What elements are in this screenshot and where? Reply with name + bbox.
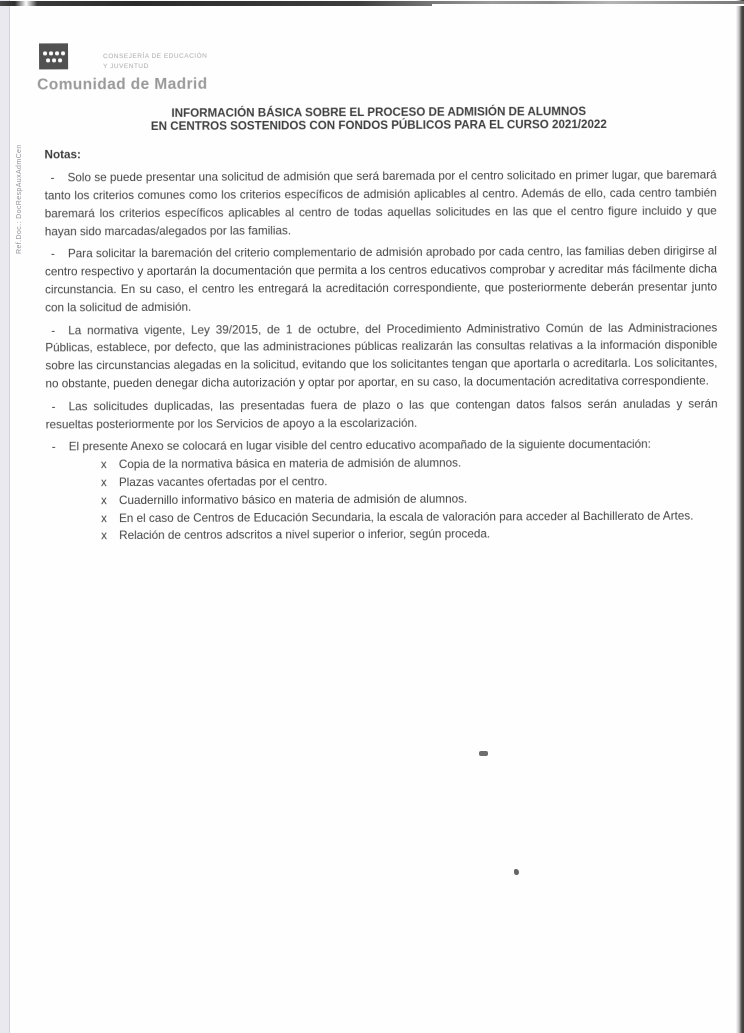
madrid-flag-logo-icon <box>39 43 68 69</box>
list-item-text: Copia de la normativa básica en materia de admisión de alumnos. <box>118 456 462 472</box>
note-paragraph <box>46 395 718 434</box>
note-paragraph <box>45 167 717 241</box>
x-bullet: x <box>100 476 107 490</box>
note-text: Las solicitudes duplicadas, las presentadas fuera de plazo o las que contengan datos falsos serán anuladas y serán resueltas posteriormente por los Servicios de apoyo a la escolarización. <box>45 397 718 431</box>
scan-top-edge-artifact <box>0 1 744 6</box>
department-line1: CONSEJERÍA DE EDUCACIÓN <box>103 52 208 61</box>
list-item-text: Cuadernillo informativo básico en materia de admisión de alumnos. <box>118 492 468 507</box>
note-text: La normativa vigente, Ley 39/2015, de 1 de octubre, del Procedimiento Administrativo Común de las Administraciones Públicas, establece, por defecto, que las administraciones públicas realizarán las consultas relativas a la información disponible sobre las circunstancias alegadas en la solicitud, evitando que los solicitantes tengan que aportarla o acreditarla. Los solicitantes, no obstante, pueden denegar dicha autorización y optar por aportar, en su caso, la documentación acreditativa correspondiente. <box>45 321 718 391</box>
list-item <box>101 507 718 527</box>
flag-stars-top-row <box>39 51 68 55</box>
anexo-intro-paragraph <box>46 436 718 457</box>
x-bullet: x <box>101 511 107 525</box>
bullet-dash: - <box>51 400 56 414</box>
list-item-text: Plazas vacantes ofertadas por el centro. <box>118 475 328 490</box>
department-line2: Y JUVENTUD <box>103 63 149 71</box>
anexo-intro-text: El presente Anexo se colocará en lugar visible del centro educativo acompañado de la siguiente documentación: <box>68 438 651 454</box>
note-paragraph <box>45 319 717 393</box>
department-name <box>103 52 207 73</box>
x-bullet: x <box>100 458 107 472</box>
document-title <box>0 104 743 134</box>
bullet-dash: - <box>51 440 56 454</box>
document-title-line1: INFORMACIÓN BÁSICA SOBRE EL PROCESO DE ADMISIÓN DE ALUMNOS <box>171 104 587 120</box>
document-reference-code: Ref.Doc.: DocRespAuxAdmCen <box>16 144 23 254</box>
scan-speck <box>514 869 519 875</box>
scan-right-edge <box>736 0 744 1033</box>
logo-row <box>39 40 743 73</box>
document-header <box>39 40 743 94</box>
anexo-document-list <box>101 454 718 546</box>
bullet-dash: - <box>50 247 55 261</box>
note-text: Solo se puede presentar una solicitud de admisión que será baremada por el centro solicitado en primer lugar, que baremará tanto los criterios comunes como los criterios específicos de admisión aplicables al centro. Además de ello, cada centro también baremará los criterios específicos aplicables al centro de todas aquellas solicitudes en las que el centro figure incluido y que hayan sido marcadas/alegados por las familias. <box>44 168 717 239</box>
flag-stars-bottom-row <box>39 58 68 62</box>
list-item-text: Relación de centros adscritos a nivel superior o inferior, según proceda. <box>119 527 491 543</box>
scan-speck <box>479 751 488 756</box>
x-bullet: x <box>101 529 108 543</box>
document-title-line2: EN CENTROS SOSTENIDOS CON FONDOS PÚBLICOS PARA EL CURSO 2021/2022 <box>150 117 607 133</box>
note-text: Para solicitar la baremación del criterio complementario de admisión aprobado por cada centro, las familias deben dirigirse al centro respectivo y aportarán la documentación que permita a los centros educativos comprobar y acreditar más fácilmente dicha circunstancia. En su caso, el centro les entregará la acreditación correspondiente, que posteriormente deberán presentar junto con la solicitud de admisión. <box>44 244 718 315</box>
list-item <box>101 525 718 545</box>
bullet-dash: - <box>50 171 55 185</box>
bullet-dash: - <box>51 323 56 337</box>
list-item-text: En el caso de Centros de Educación Secundaria, la escala de valoración para acceder al Bachillerato de Artes. <box>119 509 694 525</box>
notes-heading: Notas: <box>44 148 81 162</box>
scan-left-edge <box>0 0 10 1033</box>
x-bullet: x <box>100 493 107 507</box>
comunidad-de-madrid-wordmark: Comunidad de Madrid <box>37 75 208 94</box>
note-paragraph <box>45 243 717 317</box>
